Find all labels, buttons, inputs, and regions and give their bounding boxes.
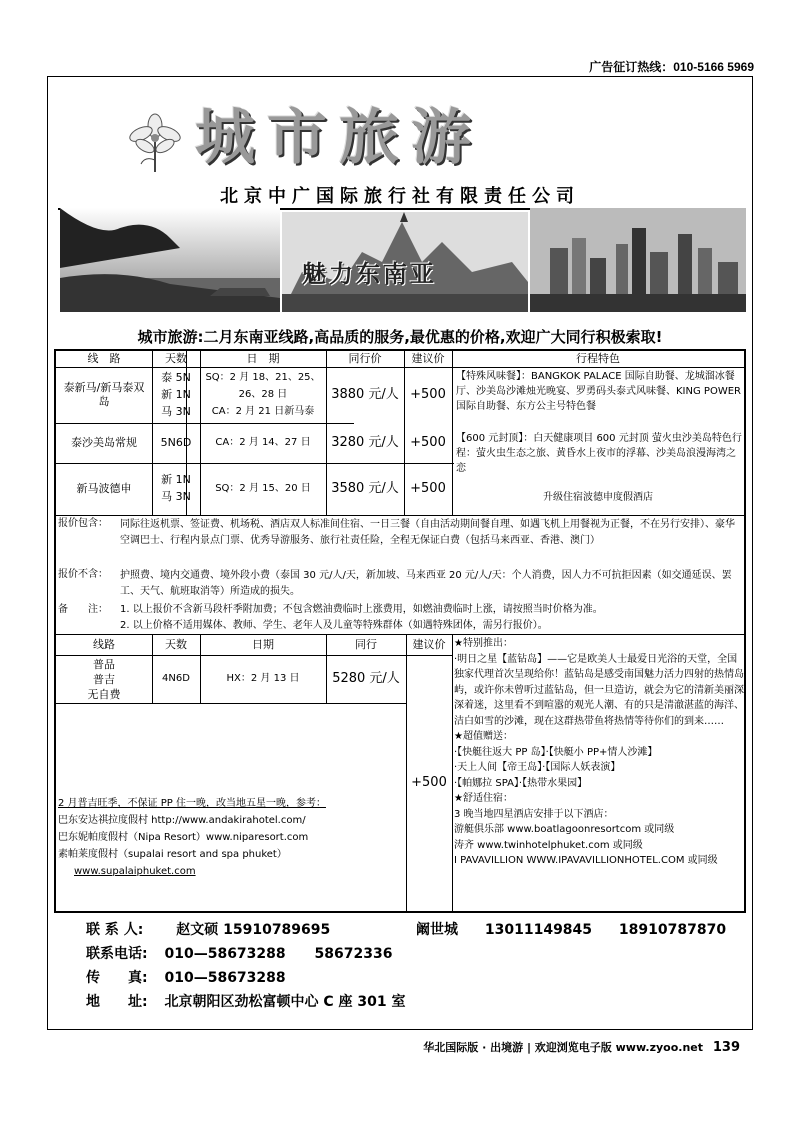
footer-text: 华北国际版 · 出境游 | 欢迎浏览电子版 www.zyoo.net (423, 1041, 704, 1054)
stay-intro: 3 晚当地四星酒店安排于以下酒店： (454, 808, 614, 820)
header-feature: 行程特色 (576, 352, 620, 365)
feature-title: ★特别推出： (454, 638, 513, 649)
header-suggest: 建议价 (411, 352, 445, 365)
date-line: CA：2 月 14、27 日 (215, 437, 311, 448)
days-line: 泰 5N (161, 371, 191, 384)
header-suggest: 建议价 (412, 637, 446, 651)
contact-phone: 010—58673288 (164, 946, 286, 962)
route-line: 普吉 (93, 673, 115, 686)
hotel-line: 巴东妮帕度假村（Nipa Resort）www.niparesort.com (58, 832, 309, 843)
footer (423, 1039, 740, 1055)
note-line: 2. 以上价格不适用媒体、教师、学生、老年人及儿童等特殊群体（如遇特殊团体，需另行报价）。 (120, 620, 548, 631)
suggest-price: +500 (411, 775, 447, 790)
days-line: 新 1N (161, 388, 191, 401)
banner-title: 魅力东南亚 (302, 259, 437, 288)
price-value: 3880 元/人 (331, 387, 399, 402)
gift-line: ·天上人间【帝王岛】·【国际人妖表演】 (454, 762, 621, 773)
contact-person-label: 联 系 人: (86, 922, 144, 938)
company-name: 北京中广国际旅行社有限责任公司 (220, 186, 580, 207)
include-label: 报价包含： (58, 518, 108, 529)
header-days: 天数 (165, 352, 187, 365)
include-text: 同际往返机票、签证费、机场税、酒店双人标准间住宿、一日三餐（自由活动期间餐自理、如遇飞机上用餐视为正餐，不在另行安排）、豪华空调巴士、行程内景点门票、优秀导游服务、旅行社责任险，全程无保证白费（包括马来西亚、香港、澳门） (120, 519, 735, 546)
notes-label: 备 注： (58, 604, 108, 615)
stay-line: 涛齐 www.twinhotelphuket.com 或同级 (454, 839, 643, 851)
contact-person1: 赵文硕 15910789695 (176, 922, 331, 938)
feature-text: ·明日之星【蓝钻岛】——它是欧美人士最爱日光浴的天堂，全国独家代理首次呈现给你！蓝钻岛是感受南国魅力活力四射的热情岛屿，或许你未曾听过蓝钻岛，但一旦造访，就会为它的清新美丽深深着迷，这里看不到喧嚣的观光人潮、有的只是清澈湛蓝的海洋、洁白如雪的沙滩，现在这群热带鱼将热情等待你们的到来…… (454, 653, 744, 727)
date-line: SQ：2 月 15、20 日 (215, 483, 311, 494)
price-table (54, 349, 746, 913)
contact-phone-label: 联系电话: (86, 946, 148, 962)
brand-title: 城市旅游 (195, 103, 483, 173)
gift-line: ·【快艇往返大 PP 岛】·【快艇小 PP+情人沙滩】 (454, 746, 658, 758)
contact-person2-phone: 13011149845 (484, 922, 593, 938)
flower-logo-icon (125, 112, 185, 174)
contact-address: 北京朝阳区劲松富顿中心 C 座 301 室 (164, 994, 406, 1010)
contact-phone: 58672336 (314, 946, 393, 962)
contact-person2-phone: 18910787870 (618, 922, 727, 938)
contact-fax: 010—58673288 (164, 970, 286, 986)
stay-line: 游艇俱乐部 www.boatlagoonresortcom 或同级 (454, 824, 675, 835)
date-line: CA：2 月 21 日新马泰 (211, 406, 315, 417)
date-line: 26、28 日 (238, 389, 288, 400)
table-row-route: 泰沙美岛常规 (71, 436, 137, 449)
header-dates: 日 期 (246, 352, 280, 365)
suggest-price: +500 (410, 435, 446, 450)
price-value: 5280 元/人 (332, 671, 400, 686)
header-route: 线 路 (87, 352, 121, 365)
contact-person2-name: 阚世城 (416, 922, 458, 938)
header-price: 同行 (355, 637, 377, 651)
feature-text: 【600 元封顶】：白天健康项目 600 元封顶 萤火虫沙美岛特色行程：萤火虫生态之旅、黄昏水上夜市的浮幕、沙美岛浪漫海湾之恋 (456, 433, 742, 474)
feature-text: 【特殊风味餐】：BANGKOK PALACE 国际自助餐、龙城溜冰餐厅、沙美岛沙滩烛光晚宴、罗勇码头泰式风味餐、KING POWER 国际自助餐、东方公主号特色餐 (456, 371, 741, 412)
beach-photo (60, 208, 280, 312)
days-line: 5N6D (160, 436, 192, 449)
exclude-text: 护照费、境内交通费、境外段小费（泰国 30 元/人/天，新加坡、马来西亚 20 元/人/天：个人消费，因人力不可抗拒因素（如交通延误、罢工、天气、航班取消等）所造成的损失。 (120, 570, 732, 597)
table-row-route: 泰新马/新马泰双岛 (63, 381, 145, 408)
header-days: 天数 (165, 637, 187, 651)
header-dates: 日期 (252, 637, 274, 651)
contact-address-label: 地 址: (86, 994, 148, 1010)
table-row-route: 新马波德申 (76, 482, 132, 495)
exclude-label: 报价不含： (58, 569, 108, 580)
note-line: 1. 以上报价不含新马段杆季附加费；不包含燃油费临时上涨费用，如燃油费临时上涨，请按照当时价格为准。 (120, 604, 603, 615)
header-route: 线路 (93, 637, 115, 651)
stay-line: I PAVAVILLION WWW.IPAVAVILLIONHOTEL.COM 或同级 (454, 855, 718, 866)
hotel-line: 巴东安达祺拉度假村 http://www.andakirahotel.com/ (58, 815, 306, 826)
days-line: 新 1N (161, 473, 191, 486)
route-line: 无自费 (87, 688, 121, 701)
hotel-line: 素帕莱度假村（supalai resort and spa phuket） (58, 849, 287, 860)
days-line: 马 3N (161, 405, 191, 418)
suggest-price: +500 (410, 481, 446, 496)
contact-fax-label: 传 真: (86, 970, 148, 986)
price-value: 3580 元/人 (331, 481, 399, 496)
stay-title: ★舒适住宿： (454, 793, 513, 804)
price-value: 3280 元/人 (331, 435, 399, 450)
gift-title: ★超值赠送： (454, 731, 513, 742)
feature-text: 升级住宿波德申度假酒店 (543, 492, 653, 503)
suggest-price: +500 (410, 387, 446, 402)
route-line: 普品 (93, 658, 115, 671)
date-value: HX：2 月 13 日 (226, 673, 300, 684)
days-value: 4N6D (162, 673, 190, 684)
slogan: 城市旅游:二月东南亚线路,高品质的服务,最优惠的价格,欢迎广大同行积极索取! (137, 328, 663, 346)
page-number: 139 (712, 1040, 740, 1055)
skyline-photo (530, 208, 746, 312)
hotel-intro: 2 月普吉旺季，不保证 PP 住一晚，改当地五星一晚，参考： (58, 798, 326, 809)
temple-photo (282, 212, 528, 312)
date-line: SQ：2 月 18、21、25、 (205, 372, 321, 383)
hotel-link[interactable]: www.supalaiphuket.com (74, 866, 196, 877)
days-line: 马 3N (161, 490, 191, 503)
gift-line: ·【帕娜拉 SPA】·【热带水果园】 (454, 777, 588, 789)
header-price: 同行价 (348, 352, 382, 365)
hotline: 广告征订热线：010-5166 5969 (589, 60, 754, 74)
